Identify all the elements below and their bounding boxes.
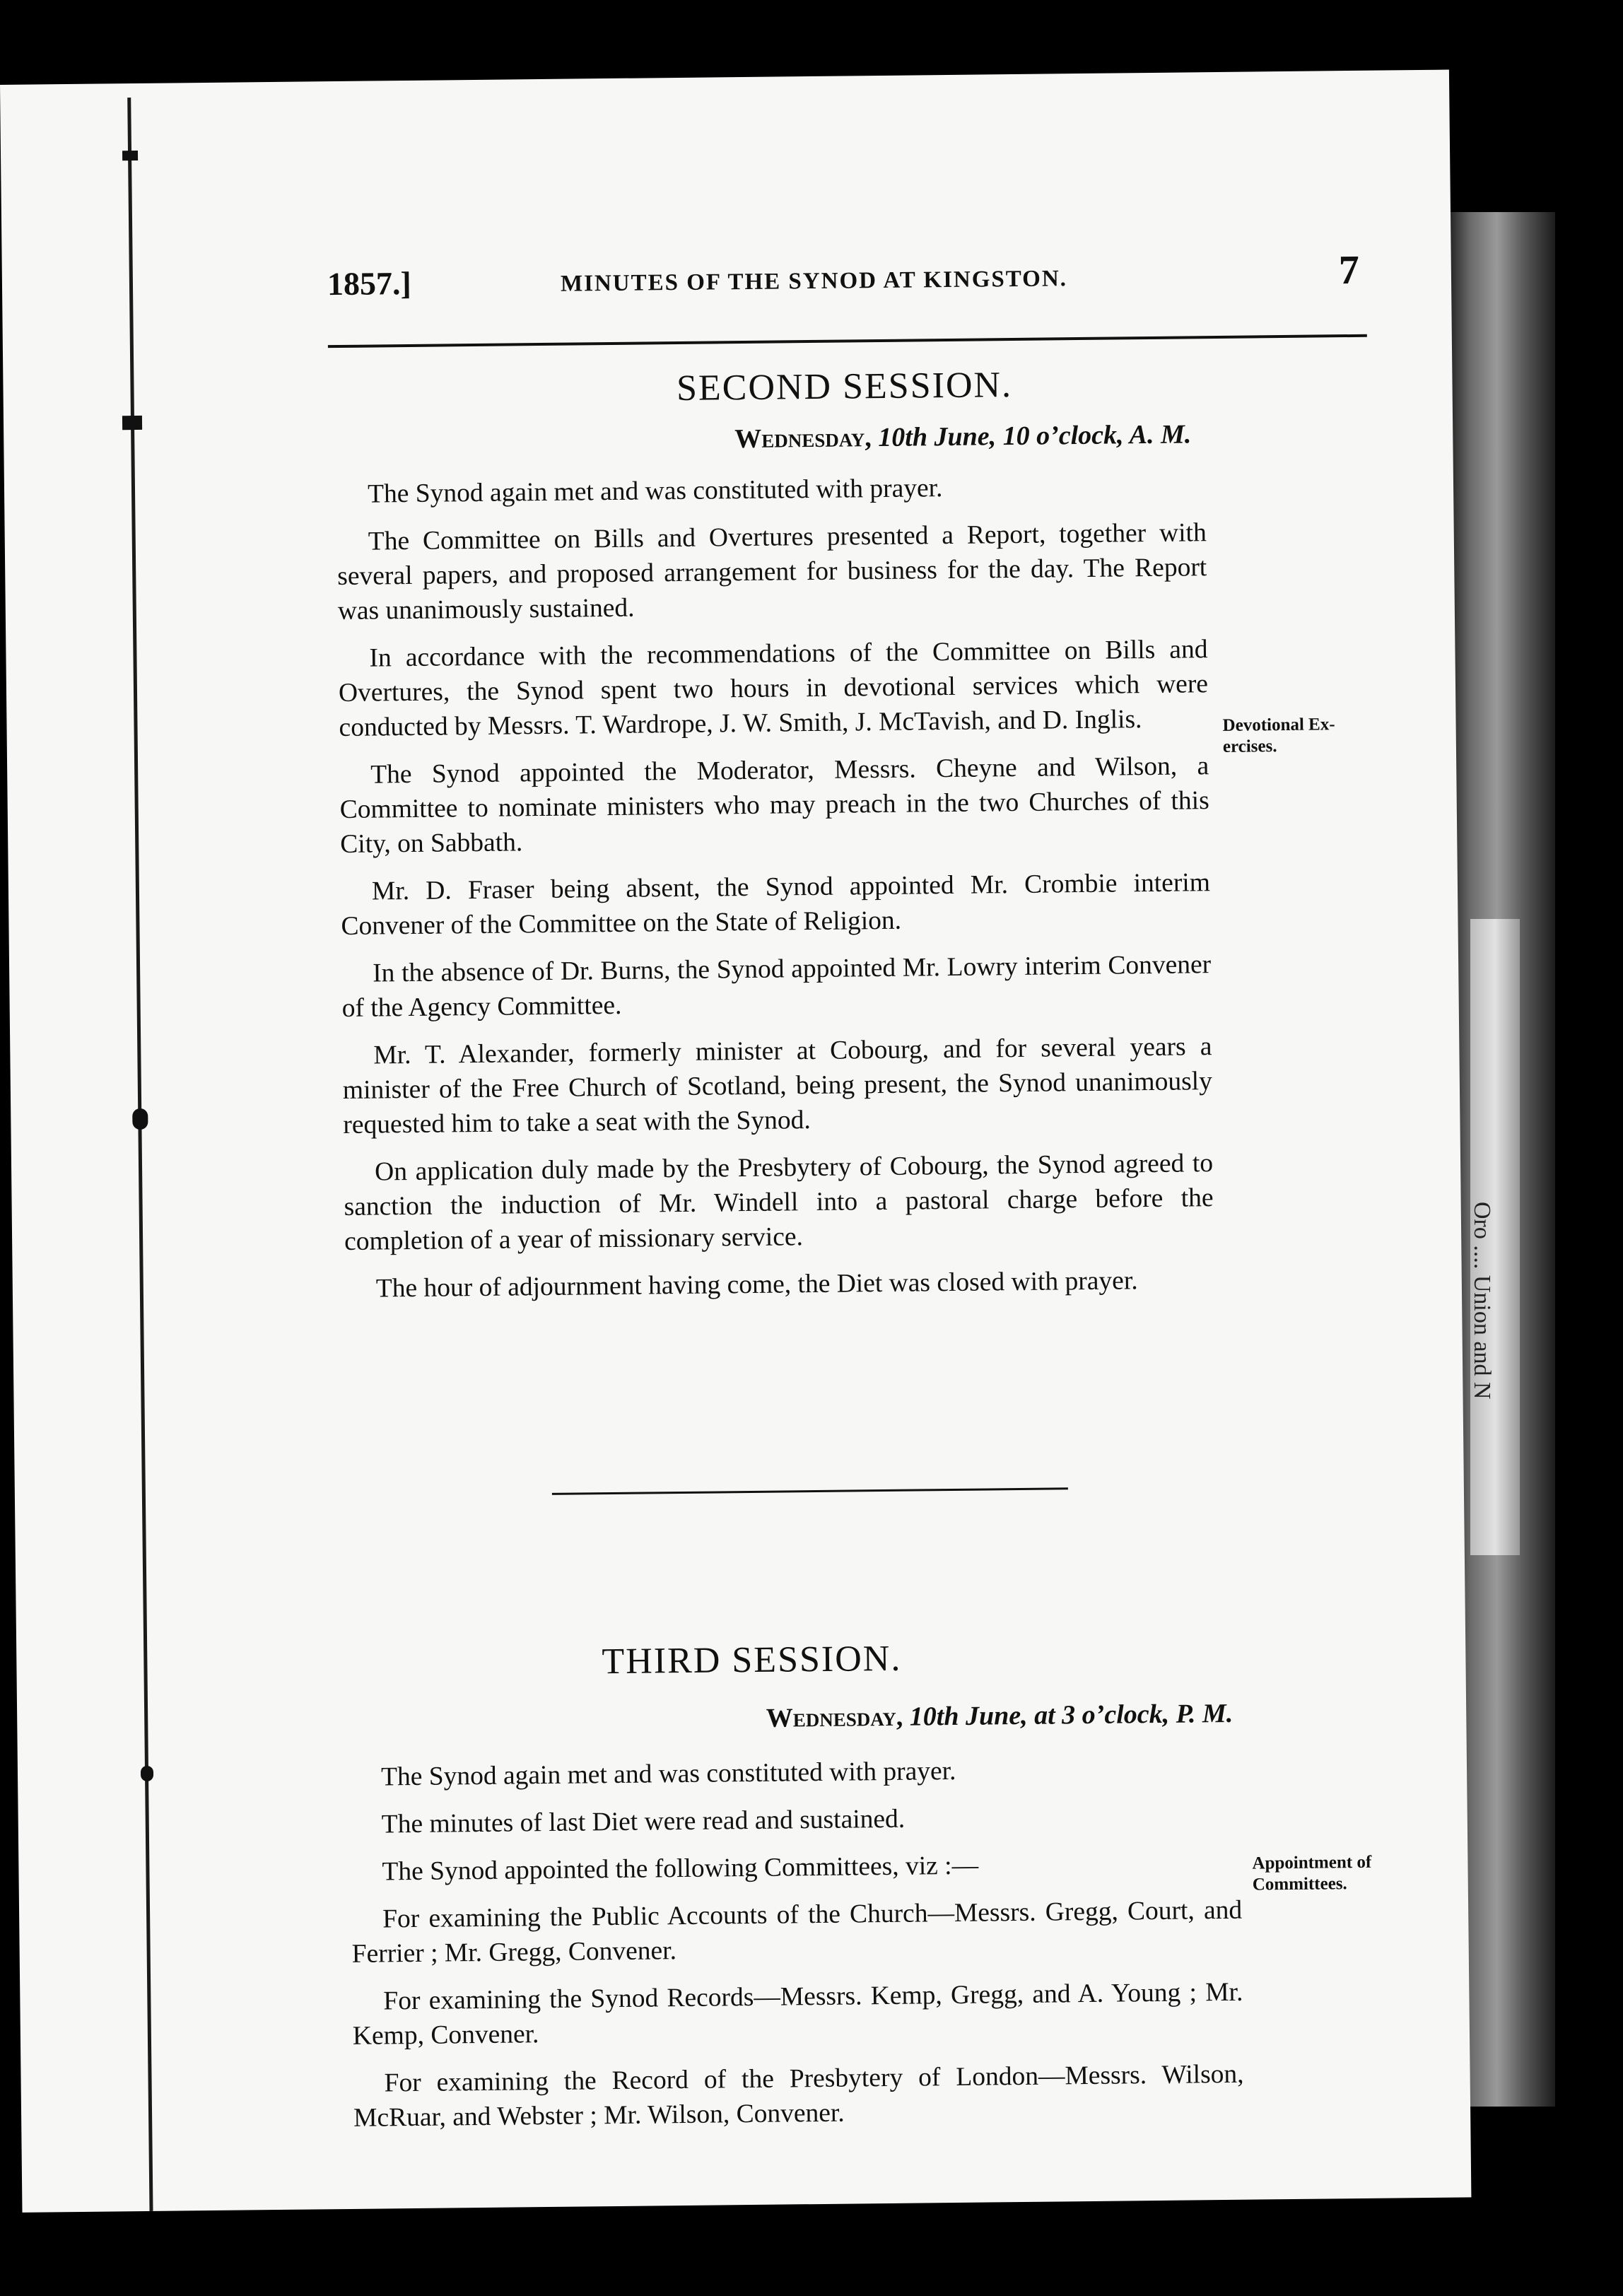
running-header	[327, 246, 1360, 322]
second-session-time: 10th June, 10 o’clock, A. M.	[878, 419, 1192, 453]
binding-mark	[122, 151, 138, 160]
paragraph: For examining the Synod Records—Messrs. Kemp, Gregg, and A. Young ; Mr. Kemp, Convener.	[352, 1977, 1243, 2051]
second-session-title: SECOND SESSION.	[676, 365, 1013, 409]
binding-mark	[132, 1108, 148, 1130]
binding-mark	[122, 416, 142, 430]
paragraph: Mr. T. Alexander, formerly minister at Cobourg, and for several years a minister of the Free Church of Scotland, being present, the Synod unanimously requested him to take a seat with the Synod.	[342, 1032, 1213, 1140]
paragraph: Mr. D. Fraser being absent, the Synod appointed Mr. Crombie interim Convener of the Committee on the State of Religion.	[341, 868, 1211, 942]
header-year: 1857.]	[327, 264, 412, 303]
header-title: MINUTES OF THE SYNOD AT KINGSTON.	[560, 266, 1068, 297]
paragraph: The Synod appointed the following Committees, viz :—	[382, 1851, 979, 1887]
third-session-day: Wednesday,	[766, 1702, 903, 1733]
third-session-time: 10th June, at 3 o’clock, P. M.	[909, 1698, 1234, 1732]
margin-note-devotional	[1222, 714, 1335, 758]
paragraph: The hour of adjournment having come, the Diet was closed with prayer.	[375, 1266, 1138, 1304]
spine-text: Oro .... Union and N	[1469, 1202, 1495, 1400]
paragraph: For examining the Public Accounts of the Church—Messrs. Gregg, Court, and Ferrier ; Mr. Gregg, Convener.	[351, 1895, 1243, 1969]
paragraph: In accordance with the recommendations of the Committee on Bills and Overtures, the Synod spent two hours in devotional services which were conducted by Messrs. T. Wardrope, J. W. Smith, J. McTavish, and D. Inglis.	[338, 635, 1209, 743]
document-page	[0, 70, 1471, 2213]
margin-note-committees	[1252, 1852, 1371, 1896]
paragraph: The Synod appointed the Moderator, Messrs. Cheyne and Wilson, a Committee to nominate ministers who may preach in the two Churches of this City, on Sabbath.	[339, 751, 1209, 860]
second-session-body	[336, 468, 1214, 1319]
paragraph: For examining the Record of the Presbytery of London—Messrs. Wilson, McRuar, and Webster ; Mr. Wilson, Convener.	[353, 2059, 1244, 2133]
margin-note-line: Appointment of	[1252, 1852, 1372, 1873]
second-session-day: Wednesday,	[734, 423, 872, 455]
binding-mark	[141, 1766, 153, 1781]
paragraph: The Synod again met and was constituted with prayer.	[367, 474, 943, 509]
second-session-date	[329, 418, 1191, 459]
third-session-date	[349, 1698, 1233, 1738]
section-divider	[552, 1487, 1068, 1495]
margin-note-line: Devotional Ex-	[1222, 715, 1335, 735]
margin-note-line: Committees.	[1252, 1874, 1347, 1894]
paragraph: The minutes of last Diet were read and sustained.	[381, 1804, 906, 1839]
third-session-body	[350, 1751, 1245, 2148]
third-session-title: THIRD SESSION.	[602, 1638, 902, 1682]
paragraph: On application duly made by the Presbytery of Cobourg, the Synod agreed to sanction the induction of Mr. Windell into a pastoral charge before the completion of a year of missionary service.	[344, 1149, 1214, 1256]
header-rule	[328, 334, 1367, 348]
paragraph: In the absence of Dr. Burns, the Synod appointed Mr. Lowry interim Convener of the Agency Committee.	[341, 950, 1212, 1024]
margin-note-line: ercises.	[1222, 737, 1277, 756]
paragraph: The Committee on Bills and Overtures presented a Report, together with several papers, and proposed arrangement for business for the day. The Report was unanimously sustained.	[337, 518, 1207, 626]
binding-line	[127, 98, 153, 2211]
paragraph: The Synod again met and was constituted with prayer.	[380, 1756, 956, 1792]
page-number: 7	[1338, 246, 1360, 293]
